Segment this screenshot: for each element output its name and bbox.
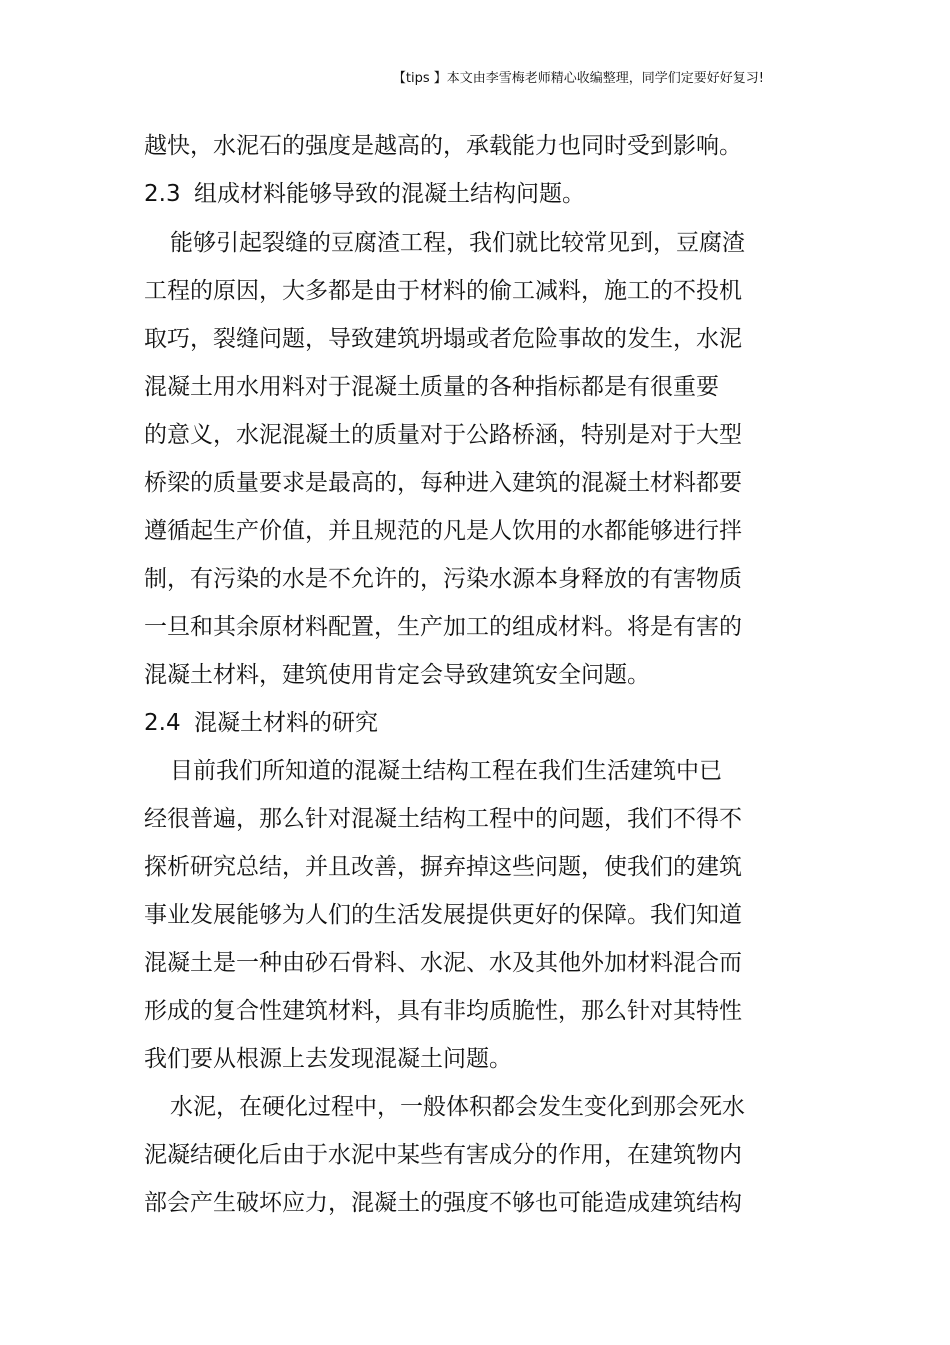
header-tip: 【tips 】本文由李雪梅老师精心收编整理，同学们定要好好复习! [392,71,764,86]
body-line: 越快，水泥石的强度是越高的，承载能力也同时受到影响。 [144,133,742,159]
body-line: 的意义，水泥混凝土的质量对于公路桥涵，特别是对于大型 [144,422,742,448]
body-line: 混凝土是一种由砂石骨料、水泥、水及其他外加材料混合而 [144,950,742,976]
body-line: 部会产生破坏应力，混凝土的强度不够也可能造成建筑结构 [144,1190,742,1216]
section-heading-2-3 [144,178,585,210]
section-number: 2.3 [144,181,181,207]
body-line: 混凝土用水用料对于混凝土质量的各种指标都是有很重要 [144,374,719,400]
section-title: 混凝土材料的研究 [194,710,378,736]
body-line: 遵循起生产价值，并且规范的凡是人饮用的水都能够进行拌 [144,518,742,544]
body-line: 泥凝结硬化后由于水泥中某些有害成分的作用，在建筑物内 [144,1142,742,1168]
body-line: 探析研究总结，并且改善，摒弃掉这些问题，使我们的建筑 [144,854,742,880]
body-line: 一旦和其余原材料配置，生产加工的组成材料。将是有害的 [144,614,742,640]
section-number: 2.4 [144,710,181,736]
body-line: 事业发展能够为人们的生活发展提供更好的保障。我们知道 [144,902,742,928]
body-line: 目前我们所知道的混凝土结构工程在我们生活建筑中已 [170,758,722,784]
body-line: 桥梁的质量要求是最高的，每种进入建筑的混凝土材料都要 [144,470,742,496]
section-heading-2-4 [144,707,378,739]
body-line: 我们要从根源上去发现混凝土问题。 [144,1046,512,1072]
body-line: 取巧，裂缝问题，导致建筑坍塌或者危险事故的发生，水泥 [144,326,742,352]
body-line: 能够引起裂缝的豆腐渣工程，我们就比较常见到，豆腐渣 [170,230,745,256]
body-line: 形成的复合性建筑材料，具有非均质脆性，那么针对其特性 [144,998,742,1024]
body-line: 制，有污染的水是不允许的，污染水源本身释放的有害物质 [144,566,742,592]
body-line: 工程的原因，大多都是由于材料的偷工减料，施工的不投机 [144,278,742,304]
body-line: 混凝土材料，建筑使用肯定会导致建筑安全问题。 [144,662,650,688]
section-title: 组成材料能够导致的混凝土结构问题。 [194,181,585,207]
body-line: 经很普遍，那么针对混凝土结构工程中的问题，我们不得不 [144,806,742,832]
body-line: 水泥，在硬化过程中，一般体积都会发生变化到那会死水 [170,1094,745,1120]
